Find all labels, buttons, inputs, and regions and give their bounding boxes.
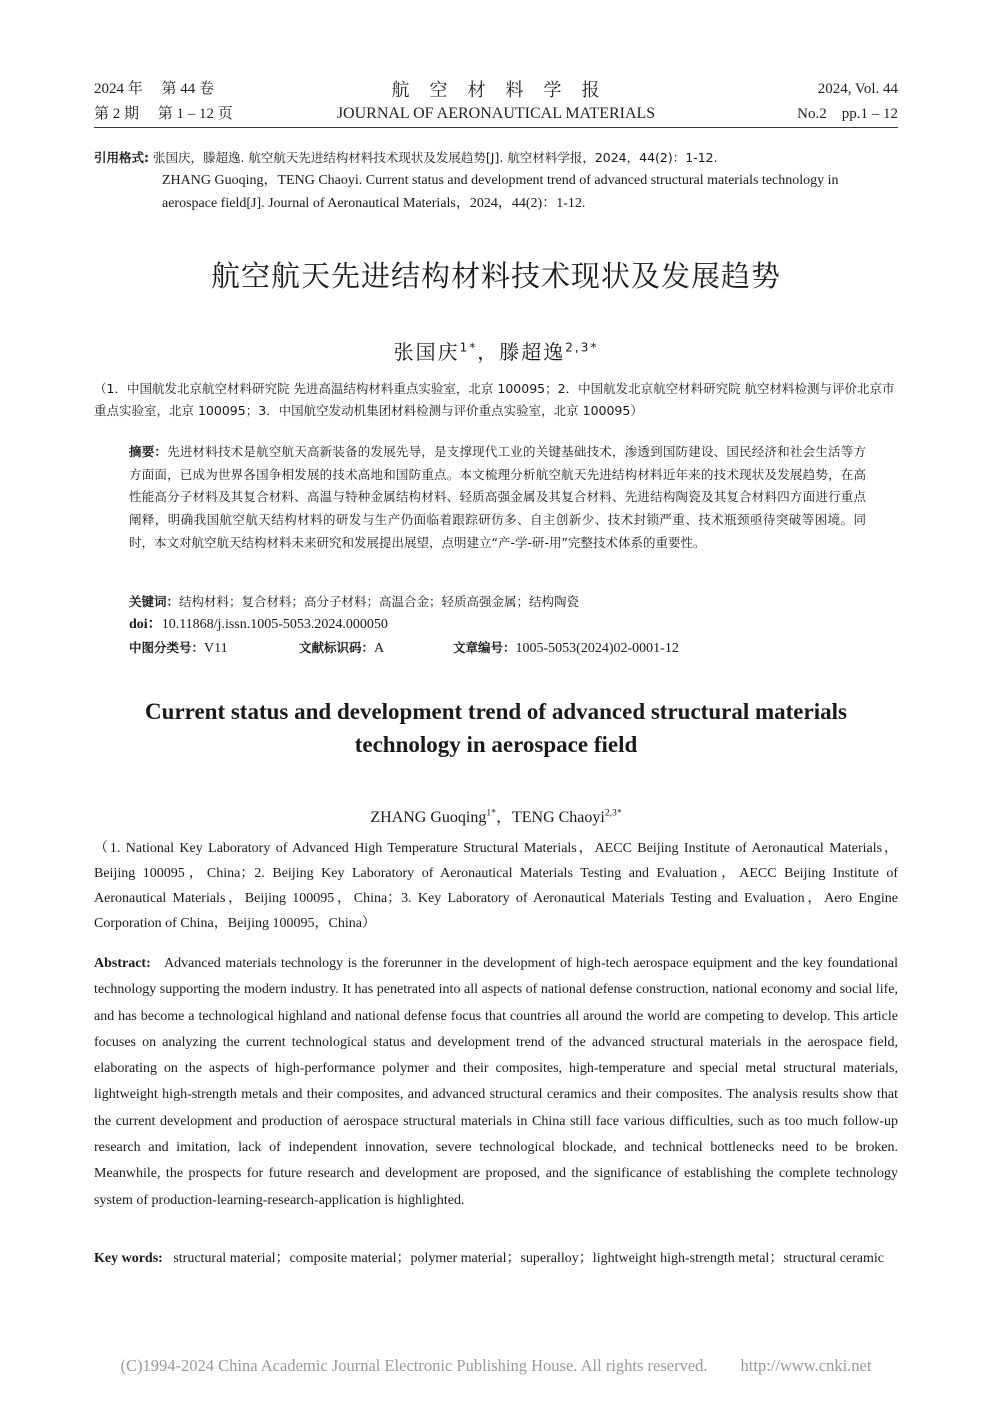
author-en-separator: ，: [495, 809, 512, 826]
author-zh-separator: ，: [477, 340, 500, 364]
author-zh-2-affil: 2,3*: [565, 340, 599, 355]
articleno-label: 文章编号：: [453, 640, 516, 655]
doccode-value: A: [374, 641, 385, 656]
abstract-zh-text: 先进材料技术是航空航天高新装备的发展先导，是支撑现代工业的关键基础技术，渗透到国防建设、国民经济和社会生活等方方面面，已成为世界各国争相发展的技术高地和国防重点。本文梳理分析航空航天先进结构材料近年来的技术现状及发展趋势，在高性能高分子材料及其复合材料、高温与特种金属结构材料、轻质高强金属及其复合材料、先进结构陶瓷及其复合材料四方面进行重点阐释，明确我国航空航天结构材料的研发与生产仍面临着跟踪研仿多、自主创新少、技术封锁严重、技术瓶颈亟待突破等困境。同时，本文对航空航天结构材料未来研究和发展提出展望，点明建立“产-学-研-用”完整技术体系的重要性。: [129, 444, 866, 550]
doi-value: 10.11868/j.issn.1005-5053.2024.000050: [161, 617, 388, 632]
header-no-pp-en: No.2 pp.1 – 12: [797, 106, 898, 122]
citation-en-line2: aerospace field[J]. Journal of Aeronautical Materials，2024，44(2)：1-12.: [162, 196, 586, 211]
abstract-zh-label: 摘要：: [129, 444, 168, 459]
authors-zh: [94, 336, 898, 365]
header-issue-pages: 第 2 期 第 1 – 12 页: [94, 106, 233, 122]
abstract-en-text: Advanced materials technology is the forerunner in the development of high-tech aerospace equipment and the key foundational technology supporting the modern industry. It has penetrated into all aspects of national defense construction, national economy and social life, and has become a technological highland and national defense focus that countries all around the world are competing to develop. This article focuses on analyzing the current technological status and development trend of the advanced structural materials in the aerospace field, elaborating on the aspects of high-performance polymer and their composites, high-temperature and special metal structural materials, lightweight high-strength metals and their composites, and advanced structural ceramics and their composites. The analysis results show that the current development and production of aerospace structural materials in China still face various difficulties, such as too much follow-up research and imitation, lack of independent innovation, severe technological blockade, and technical bottlenecks need to be broken. Meanwhile, the prospects for future research and development are proposed, and the significance of establishing the complete technology system of production-learning-research-application is highlighted.: [94, 956, 898, 1208]
header-year-vol-en: 2024, Vol. 44: [817, 81, 898, 97]
citation-en-line1: ZHANG Guoqing，TENG Chaoyi. Current status and development trend of advanced structural materials technology in: [162, 173, 839, 188]
citation-zh-text: 张国庆，滕超逸. 航空航天先进结构材料技术现状及发展趋势[J]. 航空材料学报，2024，44(2)：1-12.: [152, 150, 718, 165]
keywords-zh: [129, 591, 866, 614]
author-en-2: TENG Chaoyi: [511, 809, 605, 826]
authors-en: [94, 804, 898, 827]
clc-label: 中图分类号：: [129, 640, 205, 655]
author-zh-1-affil: 1*: [459, 340, 478, 355]
article-title-en-line2: technology in aerospace field: [354, 732, 638, 757]
doccode-block: [299, 637, 449, 661]
footer-copyright: (C)1994-2024 China Academic Journal Electronic Publishing House. All rights reserved. http://www.cnki.net: [120, 1356, 872, 1375]
author-en-2-affil: 2,3*: [604, 807, 622, 819]
header-journal-title-en: JOURNAL OF AERONAUTICAL MATERIALS: [336, 105, 656, 122]
citation-label: 引用格式:: [94, 150, 149, 165]
clc-value: V11: [204, 641, 228, 656]
article-title-zh: 航空航天先进结构材料技术现状及发展趋势: [210, 259, 781, 293]
articleno-block: [453, 637, 783, 661]
abstract-zh: [129, 441, 866, 555]
author-zh-2: 滕超逸: [499, 340, 566, 364]
keywords-en-text: structural material；composite material；polymer material；superalloy；lightweight high-strength metal；structural ceramic: [173, 1251, 884, 1266]
article-title-en: [94, 695, 898, 761]
affiliation-zh: （1．中国航发北京航空材料研究院 先进高温结构材料重点实验室，北京 100095；2．中国航发北京航空材料研究院 航空材料检测与评价北京市重点实验室，北京 100095；3．中国航空发动机集团材料检测与评价重点实验室，北京 100095）: [94, 381, 895, 418]
article-title-en-line1: Current status and development trend of advanced structural materials: [145, 699, 847, 724]
clc-block: [129, 637, 299, 661]
abstract-en-label: Abstract:: [94, 956, 151, 971]
header-journal-title-zh: 航 空 材 料 学 报: [391, 80, 601, 101]
header-year-volume: 2024 年 第 44 卷: [94, 81, 215, 97]
doccode-label: 文献标识码：: [299, 640, 375, 655]
doi-label: doi：: [129, 617, 162, 632]
affiliation-en: （1. National Key Laboratory of Advanced High Temperature Structural Materials，AECC Beijing Institute of Aeronautical Materials，Beijing 100095，China；2. Beijing Key Laboratory of Aeronautical Materials Testing and Evaluation，AECC Beijing Institute of Aeronautical Materials，Beijing 100095，China；3. Key Laboratory of Aeronautical Materials Testing and Evaluation，Aero Engine Corporation of China，Beijing 100095，China）: [94, 841, 898, 931]
author-zh-1: 张国庆: [393, 340, 460, 364]
doi-line: [129, 614, 866, 637]
articleno-value: 1005-5053(2024)02-0001-12: [515, 641, 679, 656]
keywords-zh-text: 结构材料；复合材料；高分子材料；高温合金；轻质高强金属；结构陶瓷: [179, 594, 580, 609]
citation-zh: [94, 146, 898, 169]
author-en-1-affil: 1*: [486, 807, 496, 819]
keywords-en-label: Key words:: [94, 1251, 163, 1266]
header-rule: [94, 127, 898, 128]
abstract-en: [94, 951, 898, 1214]
keywords-en: [94, 1246, 898, 1272]
author-en-1: ZHANG Guoqing: [370, 809, 487, 826]
keywords-zh-label: 关键词：: [129, 594, 180, 609]
